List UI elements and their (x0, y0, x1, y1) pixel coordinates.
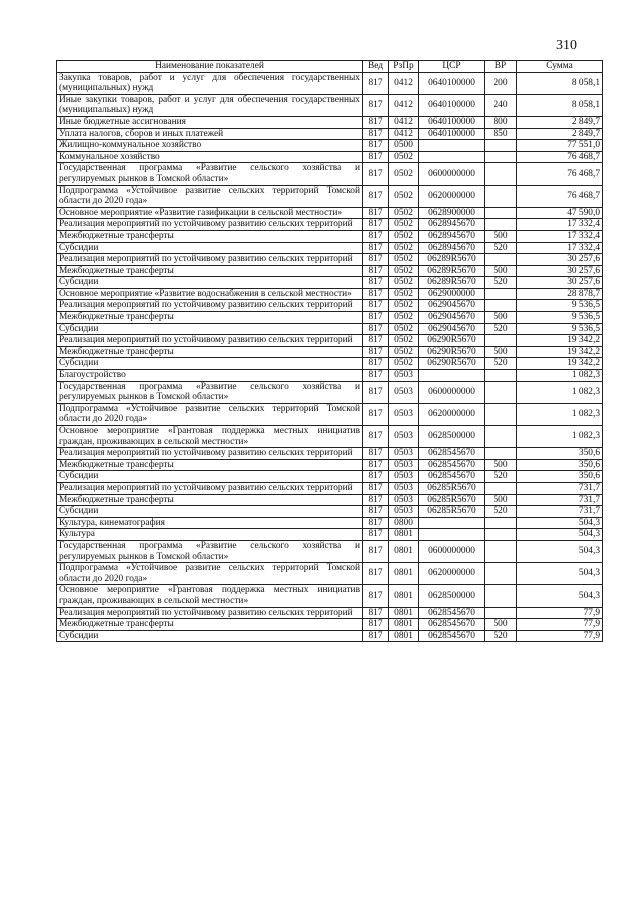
table-row (57, 607, 603, 619)
cell-ved: 817 (363, 403, 389, 425)
table-row (57, 426, 603, 448)
table-row (57, 128, 603, 140)
cell-ved: 817 (363, 116, 389, 128)
cell-sum: 8 058,1 (517, 72, 603, 94)
cell-vr: 500 (485, 619, 517, 631)
cell-ved: 817 (363, 529, 389, 541)
cell-csr: 0628545670 (419, 459, 485, 471)
cell-csr: 0628545670 (419, 630, 485, 642)
table-row (57, 312, 603, 324)
cell-vr (485, 482, 517, 494)
cell-name: Межбюджетные трансферты (57, 459, 363, 471)
table-row (57, 323, 603, 335)
cell-rzpr: 0503 (389, 506, 419, 518)
cell-name: Субсидии (57, 323, 363, 335)
cell-rzpr: 0801 (389, 529, 419, 541)
cell-vr: 520 (485, 277, 517, 289)
cell-ved: 817 (363, 540, 389, 562)
cell-rzpr: 0502 (389, 185, 419, 207)
cell-vr: 500 (485, 265, 517, 277)
table-row (57, 370, 603, 382)
cell-name: Подпрограмма «Устойчивое развитие сельских территорий Томской области до 2020 года» (57, 185, 363, 207)
header-ved: Вед (363, 61, 389, 73)
cell-sum: 2 849,7 (517, 128, 603, 140)
cell-ved: 817 (363, 630, 389, 642)
cell-ved: 817 (363, 471, 389, 483)
cell-csr: 0629045670 (419, 300, 485, 312)
cell-sum: 1 082,3 (517, 370, 603, 382)
cell-csr: 0620000000 (419, 403, 485, 425)
cell-sum: 350,6 (517, 448, 603, 460)
table-row (57, 448, 603, 460)
cell-name: Субсидии (57, 506, 363, 518)
cell-vr (485, 335, 517, 347)
cell-sum: 504,3 (517, 529, 603, 541)
table-row (57, 288, 603, 300)
cell-csr: 0628900000 (419, 207, 485, 219)
cell-rzpr: 0502 (389, 312, 419, 324)
cell-ved: 817 (363, 312, 389, 324)
cell-name: Основное мероприятие «Развитие газификации в сельской местности» (57, 207, 363, 219)
cell-name: Реализация мероприятий по устойчивому развитию сельских территорий (57, 335, 363, 347)
cell-vr: 520 (485, 630, 517, 642)
cell-vr (485, 529, 517, 541)
cell-ved: 817 (363, 288, 389, 300)
cell-rzpr: 0412 (389, 128, 419, 140)
cell-name: Межбюджетные трансферты (57, 265, 363, 277)
cell-name: Субсидии (57, 630, 363, 642)
table-row (57, 94, 603, 116)
header-vr: ВР (485, 61, 517, 73)
cell-ved: 817 (363, 207, 389, 219)
cell-ved: 817 (363, 163, 389, 185)
cell-rzpr: 0502 (389, 346, 419, 358)
cell-csr: 0640100000 (419, 128, 485, 140)
cell-csr: 0629045670 (419, 312, 485, 324)
cell-name: Закупка товаров, работ и услуг для обеспечения государственных (муниципальных) нужд (57, 72, 363, 94)
cell-name: Субсидии (57, 242, 363, 254)
cell-sum: 17 332,4 (517, 219, 603, 231)
cell-vr (485, 517, 517, 529)
cell-ved: 817 (363, 494, 389, 506)
cell-sum: 76 468,7 (517, 185, 603, 207)
cell-sum: 77,9 (517, 630, 603, 642)
cell-csr: 0629045670 (419, 323, 485, 335)
cell-rzpr: 0502 (389, 265, 419, 277)
cell-ved: 817 (363, 300, 389, 312)
table-row (57, 517, 603, 529)
cell-csr: 0628545670 (419, 471, 485, 483)
cell-sum: 731,7 (517, 482, 603, 494)
cell-csr: 0640100000 (419, 94, 485, 116)
cell-csr: 0628945670 (419, 230, 485, 242)
budget-table (56, 60, 603, 642)
cell-rzpr: 0503 (389, 426, 419, 448)
cell-csr: 0600000000 (419, 540, 485, 562)
cell-vr (485, 607, 517, 619)
cell-ved: 817 (363, 585, 389, 607)
cell-name: Реализация мероприятий по устойчивому развитию сельских территорий (57, 482, 363, 494)
cell-sum: 9 536,5 (517, 323, 603, 335)
cell-ved: 817 (363, 426, 389, 448)
cell-name: Коммунальное хозяйство (57, 151, 363, 163)
cell-ved: 817 (363, 482, 389, 494)
header-name: Наименование показателей (57, 61, 363, 73)
cell-rzpr: 0502 (389, 323, 419, 335)
cell-rzpr: 0503 (389, 381, 419, 403)
cell-sum: 19 342,2 (517, 335, 603, 347)
cell-name: Государственная программа «Развитие сельского хозяйства и регулируемых рынков в Томской области» (57, 381, 363, 403)
cell-csr: 0600000000 (419, 163, 485, 185)
cell-name: Жилищно-коммунальное хозяйство (57, 140, 363, 152)
cell-rzpr: 0503 (389, 482, 419, 494)
table-row (57, 619, 603, 631)
cell-vr (485, 403, 517, 425)
cell-vr (485, 370, 517, 382)
cell-rzpr: 0502 (389, 300, 419, 312)
cell-ved: 817 (363, 151, 389, 163)
table-row (57, 72, 603, 94)
cell-name: Межбюджетные трансферты (57, 494, 363, 506)
cell-sum: 504,3 (517, 563, 603, 585)
cell-name: Благоустройство (57, 370, 363, 382)
cell-sum: 504,3 (517, 540, 603, 562)
table-row (57, 300, 603, 312)
table-row (57, 151, 603, 163)
cell-csr (419, 529, 485, 541)
cell-csr: 0640100000 (419, 116, 485, 128)
cell-sum: 30 257,6 (517, 277, 603, 289)
cell-sum: 350,6 (517, 471, 603, 483)
cell-vr (485, 140, 517, 152)
cell-rzpr: 0502 (389, 219, 419, 231)
cell-ved: 817 (363, 506, 389, 518)
cell-vr: 200 (485, 72, 517, 94)
cell-vr: 520 (485, 506, 517, 518)
cell-ved: 817 (363, 517, 389, 529)
cell-csr: 0628545670 (419, 448, 485, 460)
cell-rzpr: 0801 (389, 540, 419, 562)
cell-name: Уплата налогов, сборов и иных платежей (57, 128, 363, 140)
cell-csr: 0628500000 (419, 426, 485, 448)
table-row (57, 563, 603, 585)
cell-rzpr: 0502 (389, 151, 419, 163)
cell-rzpr: 0500 (389, 140, 419, 152)
cell-vr: 500 (485, 459, 517, 471)
cell-ved: 817 (363, 323, 389, 335)
cell-csr: 0628945670 (419, 242, 485, 254)
cell-csr: 06285R5670 (419, 506, 485, 518)
cell-sum: 1 082,3 (517, 381, 603, 403)
cell-vr (485, 207, 517, 219)
cell-name: Межбюджетные трансферты (57, 312, 363, 324)
table-row (57, 540, 603, 562)
cell-name: Государственная программа «Развитие сельского хозяйства и регулируемых рынков в Томской области» (57, 540, 363, 562)
cell-csr: 0640100000 (419, 72, 485, 94)
cell-sum: 504,3 (517, 517, 603, 529)
table-row (57, 116, 603, 128)
cell-csr: 06289R5670 (419, 254, 485, 266)
cell-ved: 817 (363, 72, 389, 94)
cell-sum: 731,7 (517, 506, 603, 518)
cell-vr (485, 219, 517, 231)
cell-name: Субсидии (57, 277, 363, 289)
cell-sum: 19 342,2 (517, 346, 603, 358)
cell-rzpr: 0502 (389, 230, 419, 242)
table-row (57, 630, 603, 642)
cell-rzpr: 0503 (389, 370, 419, 382)
cell-csr: 0628945670 (419, 219, 485, 231)
cell-vr (485, 585, 517, 607)
cell-ved: 817 (363, 370, 389, 382)
cell-rzpr: 0801 (389, 630, 419, 642)
table-header-row (57, 61, 603, 73)
cell-sum: 30 257,6 (517, 254, 603, 266)
cell-sum: 9 536,5 (517, 312, 603, 324)
cell-sum: 77 551,0 (517, 140, 603, 152)
cell-name: Подпрограмма «Устойчивое развитие сельских территорий Томской области до 2020 года» (57, 563, 363, 585)
cell-ved: 817 (363, 277, 389, 289)
table-row (57, 494, 603, 506)
cell-name: Основное мероприятие «Грантовая поддержка местных инициатив граждан, проживающих в сельской местности» (57, 426, 363, 448)
cell-rzpr: 0801 (389, 607, 419, 619)
cell-rzpr: 0503 (389, 494, 419, 506)
table-row (57, 219, 603, 231)
cell-ved: 817 (363, 381, 389, 403)
cell-vr: 500 (485, 346, 517, 358)
cell-name: Государственная программа «Развитие сельского хозяйства и регулируемых рынков в Томской области» (57, 163, 363, 185)
cell-csr: 0628545670 (419, 607, 485, 619)
table-row (57, 163, 603, 185)
cell-rzpr: 0503 (389, 459, 419, 471)
cell-vr (485, 254, 517, 266)
cell-csr: 0620000000 (419, 185, 485, 207)
cell-csr: 06290R5670 (419, 335, 485, 347)
cell-name: Основное мероприятие «Грантовая поддержка местных инициатив граждан, проживающих в сельской местности» (57, 585, 363, 607)
cell-csr (419, 370, 485, 382)
cell-rzpr: 0502 (389, 254, 419, 266)
cell-sum: 504,3 (517, 585, 603, 607)
cell-csr: 0628500000 (419, 585, 485, 607)
cell-sum: 350,6 (517, 459, 603, 471)
cell-ved: 817 (363, 607, 389, 619)
cell-rzpr: 0502 (389, 288, 419, 300)
cell-vr (485, 300, 517, 312)
cell-vr: 800 (485, 116, 517, 128)
table-row (57, 254, 603, 266)
table-row (57, 471, 603, 483)
table-row (57, 242, 603, 254)
table-row (57, 358, 603, 370)
table-row (57, 482, 603, 494)
cell-name: Подпрограмма «Устойчивое развитие сельских территорий Томской области до 2020 года» (57, 403, 363, 425)
cell-vr (485, 185, 517, 207)
cell-ved: 817 (363, 335, 389, 347)
cell-csr: 0628545670 (419, 619, 485, 631)
cell-sum: 47 590,0 (517, 207, 603, 219)
cell-name: Реализация мероприятий по устойчивому развитию сельских территорий (57, 448, 363, 460)
cell-name: Межбюджетные трансферты (57, 619, 363, 631)
table-row (57, 140, 603, 152)
table-row (57, 185, 603, 207)
cell-csr: 06290R5670 (419, 346, 485, 358)
cell-ved: 817 (363, 94, 389, 116)
cell-csr: 0620000000 (419, 563, 485, 585)
cell-name: Межбюджетные трансферты (57, 230, 363, 242)
cell-vr: 500 (485, 312, 517, 324)
cell-sum: 2 849,7 (517, 116, 603, 128)
table-row (57, 335, 603, 347)
cell-rzpr: 0801 (389, 563, 419, 585)
cell-vr: 500 (485, 494, 517, 506)
cell-name: Реализация мероприятий по устойчивому развитию сельских территорий (57, 607, 363, 619)
cell-sum: 8 058,1 (517, 94, 603, 116)
cell-name: Культура (57, 529, 363, 541)
cell-rzpr: 0412 (389, 94, 419, 116)
table-row (57, 459, 603, 471)
cell-rzpr: 0502 (389, 163, 419, 185)
cell-ved: 817 (363, 459, 389, 471)
cell-csr: 0629000000 (419, 288, 485, 300)
table-body (57, 72, 603, 642)
cell-sum: 77,9 (517, 607, 603, 619)
cell-rzpr: 0502 (389, 335, 419, 347)
cell-ved: 817 (363, 185, 389, 207)
cell-ved: 817 (363, 448, 389, 460)
cell-vr: 240 (485, 94, 517, 116)
cell-ved: 817 (363, 219, 389, 231)
cell-vr (485, 163, 517, 185)
cell-rzpr: 0502 (389, 277, 419, 289)
cell-rzpr: 0502 (389, 358, 419, 370)
cell-vr: 520 (485, 358, 517, 370)
cell-name: Реализация мероприятий по устойчивому развитию сельских территорий (57, 254, 363, 266)
cell-rzpr: 0801 (389, 619, 419, 631)
cell-name: Субсидии (57, 471, 363, 483)
cell-vr: 520 (485, 471, 517, 483)
table-row (57, 346, 603, 358)
page-number: 310 (556, 38, 577, 53)
table-row (57, 265, 603, 277)
cell-ved: 817 (363, 346, 389, 358)
cell-sum: 1 082,3 (517, 426, 603, 448)
cell-ved: 817 (363, 254, 389, 266)
cell-name: Культура, кинематография (57, 517, 363, 529)
table-row (57, 506, 603, 518)
cell-sum: 76 468,7 (517, 151, 603, 163)
cell-vr (485, 563, 517, 585)
table-row (57, 230, 603, 242)
cell-sum: 17 332,4 (517, 230, 603, 242)
cell-csr: 06289R5670 (419, 265, 485, 277)
cell-csr: 06285R5670 (419, 494, 485, 506)
cell-name: Реализация мероприятий по устойчивому развитию сельских территорий (57, 300, 363, 312)
cell-name: Межбюджетные трансферты (57, 346, 363, 358)
cell-sum: 731,7 (517, 494, 603, 506)
cell-rzpr: 0502 (389, 207, 419, 219)
cell-csr: 06289R5670 (419, 277, 485, 289)
cell-vr (485, 288, 517, 300)
cell-ved: 817 (363, 358, 389, 370)
cell-rzpr: 0503 (389, 448, 419, 460)
cell-sum: 76 468,7 (517, 163, 603, 185)
table-row (57, 381, 603, 403)
table-row (57, 585, 603, 607)
cell-rzpr: 0412 (389, 72, 419, 94)
cell-ved: 817 (363, 242, 389, 254)
cell-rzpr: 0503 (389, 471, 419, 483)
cell-ved: 817 (363, 140, 389, 152)
cell-csr: 06290R5670 (419, 358, 485, 370)
cell-vr (485, 540, 517, 562)
cell-rzpr: 0800 (389, 517, 419, 529)
cell-sum: 77,9 (517, 619, 603, 631)
header-rzpr: РзПр (389, 61, 419, 73)
cell-ved: 817 (363, 619, 389, 631)
cell-name: Реализация мероприятий по устойчивому развитию сельских территорий (57, 219, 363, 231)
cell-sum: 1 082,3 (517, 403, 603, 425)
table-row (57, 207, 603, 219)
table-row (57, 403, 603, 425)
cell-csr (419, 151, 485, 163)
cell-vr: 500 (485, 230, 517, 242)
cell-csr: 06285R5670 (419, 482, 485, 494)
cell-ved: 817 (363, 563, 389, 585)
cell-vr: 520 (485, 323, 517, 335)
cell-rzpr: 0801 (389, 585, 419, 607)
cell-vr: 850 (485, 128, 517, 140)
cell-vr: 520 (485, 242, 517, 254)
cell-ved: 817 (363, 230, 389, 242)
cell-rzpr: 0503 (389, 403, 419, 425)
cell-rzpr: 0502 (389, 242, 419, 254)
table-row (57, 529, 603, 541)
cell-name: Основное мероприятие «Развитие водоснабжения в сельской местности» (57, 288, 363, 300)
cell-csr (419, 140, 485, 152)
cell-sum: 28 878,7 (517, 288, 603, 300)
header-csr: ЦСР (419, 61, 485, 73)
cell-csr: 0600000000 (419, 381, 485, 403)
cell-name: Иные бюджетные ассигнования (57, 116, 363, 128)
cell-name: Иные закупки товаров, работ и услуг для обеспечения государственных (муниципальных) нужд (57, 94, 363, 116)
cell-ved: 817 (363, 128, 389, 140)
cell-rzpr: 0412 (389, 116, 419, 128)
cell-vr (485, 426, 517, 448)
cell-ved: 817 (363, 265, 389, 277)
cell-name: Субсидии (57, 358, 363, 370)
table-row (57, 277, 603, 289)
cell-vr (485, 381, 517, 403)
cell-sum: 19 342,2 (517, 358, 603, 370)
cell-vr (485, 151, 517, 163)
cell-sum: 30 257,6 (517, 265, 603, 277)
header-sum: Сумма (517, 61, 603, 73)
cell-sum: 9 536,5 (517, 300, 603, 312)
cell-csr (419, 517, 485, 529)
cell-sum: 17 332,4 (517, 242, 603, 254)
cell-vr (485, 448, 517, 460)
